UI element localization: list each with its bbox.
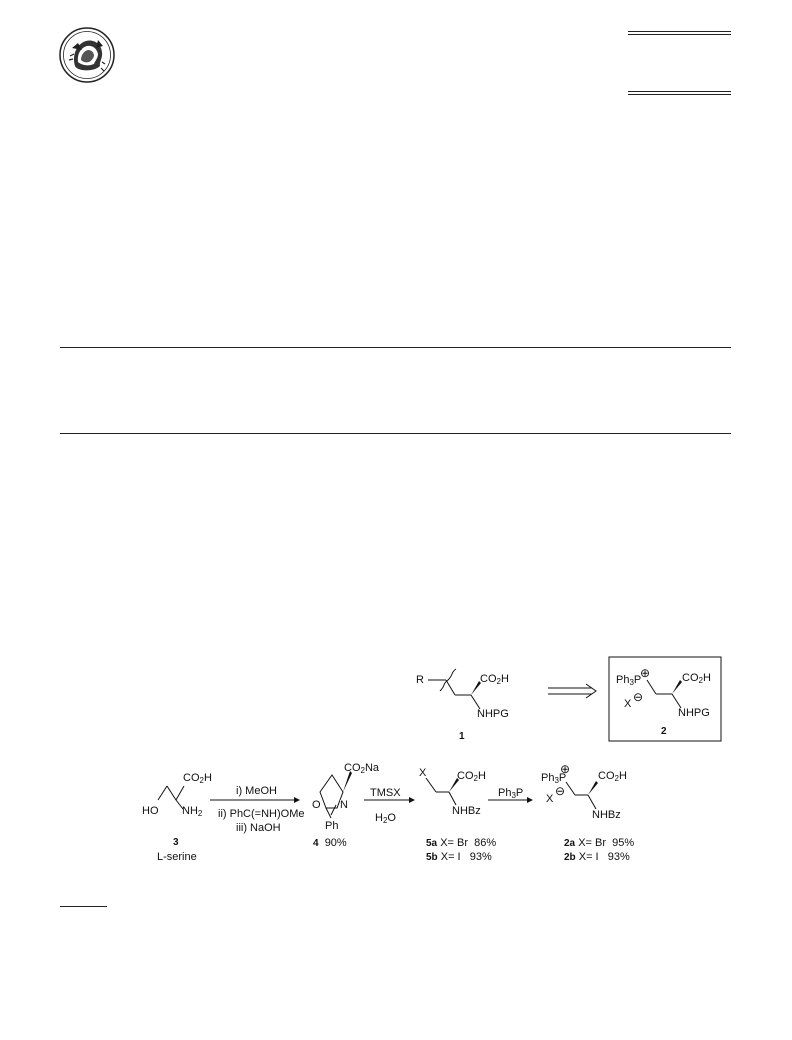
cmpd1-co2h: $CO_2H$ (480, 673, 509, 686)
cmpd3-nh2: $NH_2$ (182, 805, 203, 818)
cmpd2-nhpg: NHPG (678, 707, 710, 719)
cmpd2ab-plus-charge: ⊕ (560, 762, 571, 776)
cmpd4-ph: Ph (325, 820, 339, 832)
cmpd2-plus-charge: ⊕ (640, 666, 651, 680)
cmpd4-ring-o: O (312, 799, 321, 811)
cmpd2-label: 2 (661, 726, 667, 737)
cmpd2ab-ph3p: $Ph_3P$ (541, 772, 567, 785)
cmpd2-ph3p: $Ph_3P$ (616, 674, 642, 687)
step3-reagent: $Ph_3P$ (498, 787, 524, 800)
cmpd3-ho: HO (142, 805, 159, 817)
cmpd5-nhbz: NHBz (452, 805, 481, 817)
cmpd5-x: X (419, 767, 427, 779)
cmpd1-r-group: R (416, 674, 424, 686)
cmpd1-nhpg: NHPG (477, 708, 509, 720)
step2-solvent: $H_2O$ (375, 812, 396, 825)
cmpd2ab-nhbz: NHBz (592, 809, 621, 821)
cmpd3-co2h: $CO_2H$ (183, 772, 212, 785)
cmpd3-label: 3 (173, 837, 179, 848)
step1-reagent-1: i) MeOH (236, 785, 277, 797)
step2-reagent: TMSX (370, 787, 401, 799)
cmpd3-name: L-serine (157, 851, 197, 863)
step1-reagent-2: ii) PhC(=NH)OMe (218, 808, 305, 820)
cmpd2a-caption: 2a X= Br 95% (564, 837, 635, 849)
cmpd5-co2h: $CO_2H$ (457, 770, 486, 783)
footnote-separator (60, 906, 107, 907)
cmpd1-label: 1 (459, 731, 465, 742)
cmpd2ab-minus-charge: ⊖ (555, 784, 566, 798)
cmpd2-co2h: $CO_2H$ (682, 672, 711, 685)
cmpd4-ring-n: N (340, 799, 348, 811)
cmpd5a-caption: 5a X= Br 86% (426, 837, 497, 849)
cmpd2-x: X (624, 698, 632, 710)
step1-reagent-3: iii) NaOH (236, 822, 281, 834)
cmpd2ab-x: X (546, 793, 554, 805)
cmpd2-minus-charge: ⊖ (633, 690, 644, 704)
cmpd4-caption: 4 90% (313, 837, 347, 849)
cmpd2b-caption: 2b X= I 93% (564, 851, 630, 863)
cmpd2ab-co2h: $CO_2H$ (598, 770, 627, 783)
cmpd4-co2na: $CO_2Na$ (344, 762, 380, 775)
cmpd5b-caption: 5b X= I 93% (426, 851, 492, 863)
